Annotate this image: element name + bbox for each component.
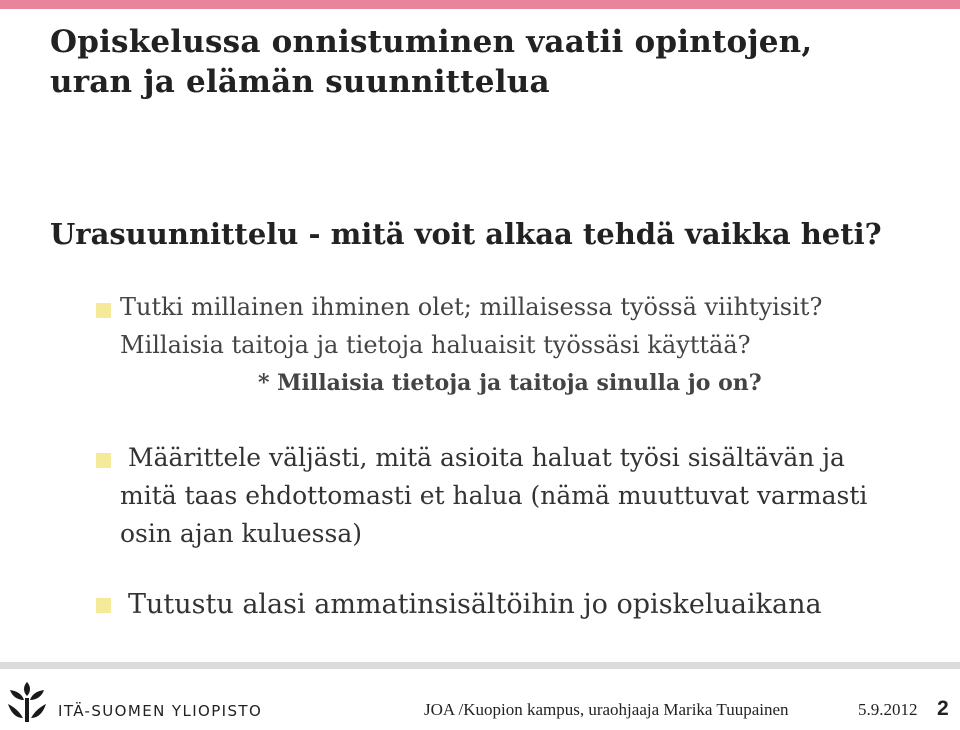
slide-title-line: uran ja elämän suunnittelua bbox=[50, 64, 550, 100]
footer-date: 5.9.2012 bbox=[858, 700, 918, 719]
bullet-item bbox=[120, 288, 822, 402]
top-accent-bar bbox=[0, 0, 960, 9]
square-bullet-icon bbox=[96, 598, 111, 613]
bullet-line: Tutki millainen ihminen olet; millaisessa työssä viihtyisit? bbox=[120, 293, 823, 321]
bullet-line: Millaisia taitoja ja tietoja haluaisit työssäsi käyttää? bbox=[120, 331, 751, 359]
bullet-line: osin ajan kuluessa) bbox=[120, 519, 362, 548]
footer-author-text: JOA /Kuopion kampus, uraohjaaja Marika Tuupainen bbox=[424, 700, 789, 719]
university-name: ITÄ-SUOMEN YLIOPISTO bbox=[58, 702, 263, 720]
bullet-line-emphasis: * Millaisia tietoja ja taitoja sinulla jo on? bbox=[258, 370, 762, 396]
bullet-line: mitä taas ehdottomasti et halua (nämä muuttuvat varmasti bbox=[120, 481, 868, 510]
square-bullet-icon bbox=[96, 303, 111, 318]
square-bullet-icon bbox=[96, 453, 111, 468]
university-logo-icon bbox=[6, 680, 48, 724]
slide-title bbox=[50, 22, 930, 102]
page-number: 2 bbox=[937, 697, 949, 720]
bullet-line: Tutustu alasi ammatinsisältöihin jo opiskeluaikana bbox=[128, 589, 822, 620]
footer-divider-bar bbox=[0, 662, 960, 669]
slide-subtitle: Urasuunnittelu - mitä voit alkaa tehdä vaikka heti? bbox=[50, 217, 882, 251]
bullet-line: Määrittele väljästi, mitä asioita haluat työsi sisältävän ja bbox=[128, 443, 845, 472]
slide-title-line: Opiskelussa onnistuminen vaatii opintojen, bbox=[50, 24, 813, 60]
bullet-item bbox=[120, 439, 867, 553]
bullet-item bbox=[120, 586, 822, 624]
